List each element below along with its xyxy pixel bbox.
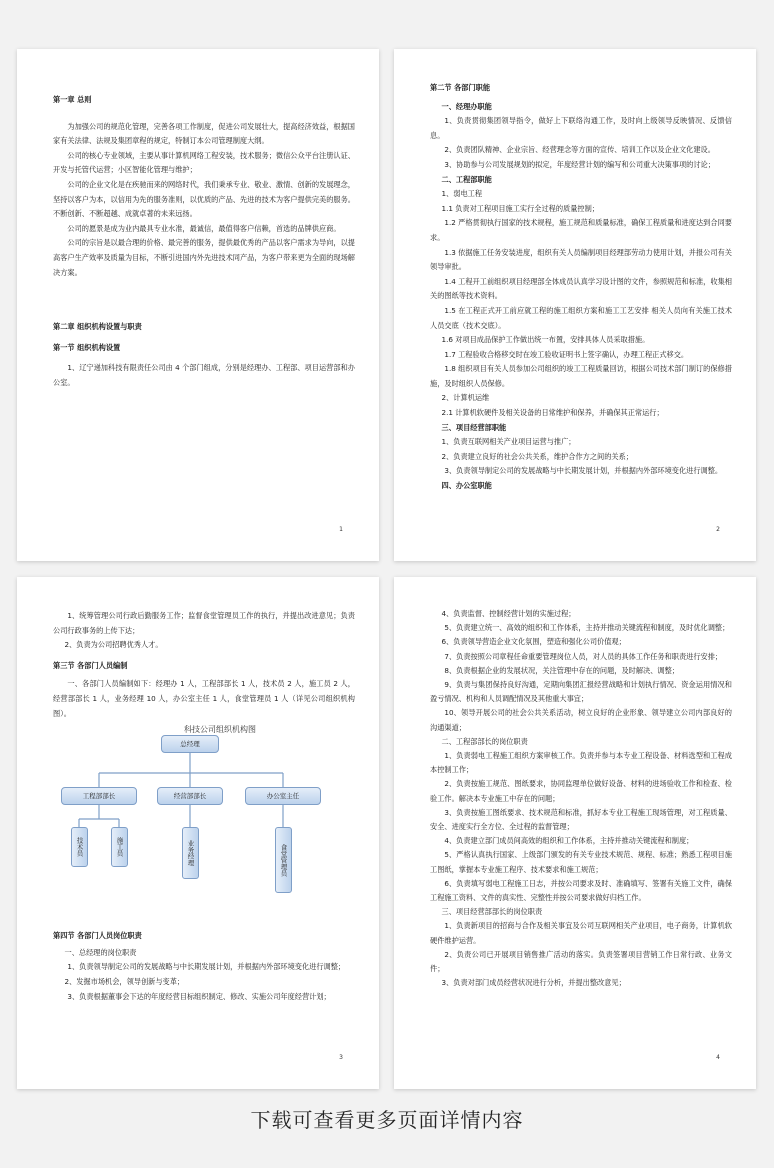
- list-item: 3、负责领导制定公司的发展战略与中长期发展计划，并根据内外部环境变化进行调整。: [444, 466, 723, 476]
- paragraph: 1、辽宁递加科技有限责任公司由 4 个部门组成，分别是经理办、工程部、项目运营部和办公室。: [53, 363, 355, 387]
- list-item: 5、严格认真执行国家、上级部门颁发的有关专业技术规范、规程、标准；熟悉工程项目施工图纸，掌握本专业施工程序、技术要求和施工规范；: [430, 850, 732, 874]
- page-number: 1: [339, 526, 343, 533]
- list-item: 2、负责建立良好的社会公共关系，维护合作方之间的关系；: [441, 451, 633, 461]
- subheading: 一、总经理的岗位职责: [64, 947, 137, 957]
- section-4-title: 第四节 各部门人员岗位职责: [53, 931, 142, 941]
- paragraph: 公司的核心专业领域，主要从事计算机网络工程安装，技术服务；微信公众平台注册认证、开发与托管代运营；小区智能化管理与维护；: [53, 150, 355, 175]
- list-item: 2、发掘市场机会，领导创新与变革；: [64, 976, 185, 986]
- list-item: 1.5 在工程正式开工前应就工程的施工组织方案和施工工艺安排 相关人员向有关施工技术人员交底（技术交底）。: [430, 305, 732, 330]
- list-item: 2、计算机运维: [441, 393, 490, 403]
- download-caption: 下载可查看更多页面详情内容: [250, 1108, 524, 1132]
- list-item: 1.6 对项目成品保护工作做出统一布置，安排具体人员采取措施。: [441, 335, 650, 345]
- org-node-constructor: 施工员: [111, 827, 128, 867]
- org-chart: [53, 723, 353, 929]
- section-3-title: 第三节 各部门人员编制: [53, 660, 128, 670]
- list-item: 3、负责对部门成员经营状况进行分析，并提出整改意见；: [441, 978, 626, 988]
- paragraph: 公司的愿景是成为业内最具专业水准，最诚信，最值得客户信赖，首选的品牌供应商。: [67, 223, 341, 233]
- list-item: 1、统筹管理公司行政后勤服务工作；监督食堂管理员工作的执行，并提出改进意见；负责公司行政事务的上传下达；: [53, 611, 355, 635]
- org-node-dept-business: 经营部部长: [157, 787, 223, 805]
- list-item: 3、协助参与公司发展规划的拟定，年度经营计划的编写和公司重大决策事项的讨论；: [444, 159, 715, 169]
- org-chart-title: 科技公司组织机构图: [184, 725, 256, 735]
- list-item: 3、负责根据董事会下达的年度经营目标组织制定、修改、实施公司年度经营计划；: [67, 991, 331, 1001]
- list-item: 2、负责为公司招聘优秀人才。: [64, 640, 163, 650]
- document-page-4: [394, 577, 756, 1089]
- list-item: 7、负责按照公司章程任命重要管理岗位人员，对人员的具体工作任务和职责进行安排；: [444, 651, 723, 661]
- list-item: 4、负责建立部门成员间高效的组织和工作体系，主持并推动关键流程和制度；: [444, 836, 694, 846]
- list-item: 8、负责根据企业的发展状况，关注管理中存在的问题，及时解决、调整；: [444, 665, 679, 675]
- org-node-dept-office: 办公室主任: [245, 787, 321, 805]
- list-item: 1、负责弱电工程施工组织方案审核工作。负责并参与本专业工程设备、材料选型和工程成本控制工作；: [430, 751, 732, 775]
- list-item: 3、负责按施工图纸要求、技术规范和标准，抓好本专业工程施工现场管理，对工程质量、安全、进度实行全方位、全过程的监督管理；: [430, 807, 732, 832]
- list-item: 2、负责公司已开展项目销售推广活动的落实。负责签署项目营销工作日常行政、业务文件；: [430, 949, 732, 974]
- chapter-1-title: 第一章 总则: [53, 95, 92, 104]
- paragraph: 一、各部门人员编制如下：经理办 1 人，工程部部长 1 人，技术员 2 人，施工员 2 人，经营部部长 1 人，业务经理 10 人，办公室主任 1 人，食堂管理员 1 人（详见公司组织机构图）。: [53, 679, 355, 718]
- org-node-business-manager: 业务经理: [182, 827, 199, 879]
- list-item: 2、负责按施工规范、图纸要求，协同监理单位做好设备、材料的进场验收工作和检查、检验工作。解决本专业施工中存在的问题；: [430, 779, 732, 803]
- list-item: 4、负责监督、控制经营计划的实施过程；: [441, 609, 576, 618]
- list-item: 1.8 组织项目有关人员参加公司组织的竣工工程质量回访，根据公司技术部门制订的保修措施，及时组织人员保修。: [430, 364, 732, 388]
- org-chart-connectors: [53, 723, 353, 929]
- list-item: 6、负责领导营造企业文化氛围，塑造和强化公司价值观；: [441, 637, 626, 647]
- page-number: 4: [716, 1054, 720, 1061]
- list-item: 1、弱电工程: [441, 189, 483, 199]
- page-content: [53, 93, 355, 391]
- list-item: 1.7 工程验收合格移交时在竣工验收证明书上签字确认，办理工程正式移交。: [444, 349, 689, 359]
- subheading: 三、项目经营部部长的岗位职责: [441, 907, 543, 917]
- org-node-canteen-manager: 食堂管理员: [275, 827, 292, 893]
- list-item: 1、负责互联网相关产业项目运营与推广；: [441, 437, 576, 447]
- page-content: [430, 607, 732, 990]
- section-1-title: 第一节 组织机构设置: [53, 342, 121, 352]
- list-item: 1.4 工程开工前组织项目经理部全体成员认真学习设计图的文件，参照规范和标准，收集相关的图纸等技术资料。: [430, 276, 732, 301]
- page-content: [53, 609, 355, 1004]
- paragraph: 为加强公司的规范化管理，完善各项工作制度，促进公司发展壮大，提高经济效益，根据国家有关法律、法规及集团章程的规定，特制订本公司管理制度大纲。: [53, 121, 355, 146]
- paragraph: 公司的企业文化是在疾驰而来的网络时代，我们秉承专业、敬业、激情、创新的发展理念，坚持以客户为本，以信用为先的服务准则，以优质的产品、先进的技术为客户提供完美的服务。不断创新、不断超越、成就卓著的未来远扬。: [53, 179, 355, 219]
- list-item: 6、负责填写弱电工程施工日志，并按公司要求及时、准确填写、签署有关施工文件，确保工程施工资料、文件的真实性、完整性并按公司要求做好归档工作。: [430, 878, 732, 903]
- list-item: 1.1 负责对工程项目施工实行全过程的质量控制；: [441, 203, 599, 213]
- section-2-title: 第二节 各部门职能: [430, 83, 491, 92]
- list-item: 5、负责建立统一、高效的组织和工作体系，主持并推动关键流程和制度，及时优化调整；: [444, 623, 730, 633]
- page-number: 2: [716, 526, 720, 533]
- list-item: 1.3 依据施工任务安装进度，组织有关人员编制项目经理部劳动力使用计划，并报公司有关领导审批。: [430, 247, 732, 272]
- subheading: 一、经理办职能: [441, 101, 492, 111]
- page-number: 3: [339, 1054, 343, 1061]
- org-node-dept-engineering: 工程部部长: [61, 787, 137, 805]
- list-item: 2、负责团队精神、企业宗旨、经营理念等方面的宣传、培训工作以及企业文化建设。: [444, 145, 715, 155]
- document-page-2: [394, 49, 756, 561]
- org-node-technician: 技术员: [71, 827, 88, 867]
- list-item: 1、负责新项目的招商与合作及相关事宜及公司互联网相关产业项目，电子商务，计算机软硬件维护运营。: [430, 921, 732, 945]
- org-node-root: 总经理: [161, 735, 219, 753]
- list-item: 2.1 计算机软硬件及相关设备的日常维护和保养，并确保其正常运行；: [441, 408, 664, 418]
- subheading: 二、工程部部长的岗位职责: [441, 736, 528, 746]
- subheading: 四、办公室职能: [441, 481, 492, 491]
- subheading: 二、工程部职能: [441, 174, 492, 184]
- page-content: [430, 81, 732, 494]
- list-item: 1、负责领导制定公司的发展战略与中长期发展计划，并根据内外部环境变化进行调整；: [67, 962, 346, 972]
- document-page-3: [17, 577, 379, 1089]
- list-item: 10、领导开展公司的社会公共关系活动，树立良好的企业形象、领导建立公司内部良好的沟通渠道；: [430, 708, 732, 732]
- chapter-2-title: 第二章 组织机构设置与职责: [53, 322, 142, 332]
- list-item: 9、负责与集团保持良好沟通，定期向集团汇报经营战略和计划执行情况、资金运用情况和盈亏情况、机构和人员调配情况及其他重大事宜；: [430, 680, 732, 704]
- subheading: 三、项目经营部职能: [441, 422, 507, 432]
- paragraph: 公司的宗旨是以最合理的价格、最完善的服务，提供最优秀的产品以客户需求为导向，以提高客户生产效率及质量为目标，不断引进国内外先进技术同产品，为客户带来更为全面的现场解决方案。: [53, 238, 355, 277]
- list-item: 1.2 严格贯彻执行国家的技术规程，施工规范和质量标准，确保工程质量和进度达到合同要求。: [430, 218, 732, 242]
- document-page-1: [17, 49, 379, 561]
- list-item: 1、负责贯彻集团领导指令，做好上下联络沟通工作，及时向上级领导反映情况、反馈信息。: [430, 116, 732, 140]
